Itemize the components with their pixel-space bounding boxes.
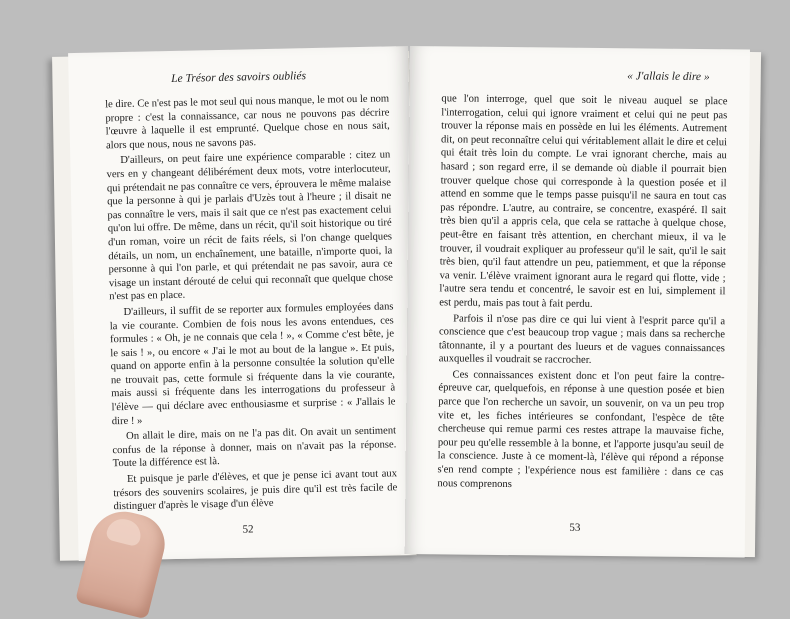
paragraph: On allait le dire, mais on ne l'a pas dit. On avait un sentiment confus de la réponse à donner, mais on n'avait pas la réponse. Toute la différence est là. (112, 425, 397, 470)
running-head-right: « J'allais le dire » (627, 70, 710, 84)
left-text-block (105, 92, 398, 514)
paragraph: D'ailleurs, on peut faire une expérience comparable : citez un vers en y changeant délibérément deux mots, votre interlocuteur, qui prétendait ne pas connaître ce vers, éprouvera le même malaise que la personne à qui je parlais d'Uzès tout à l'heure ; il disait ne pas connaître le vers, mais il sait que ce n'est pas exactement celui qu'on lui offre. De même, dans un récit, qu'il soit historique ou tiré d'un roman, voire un récit de faits réels, si l'on change quelques détails, un nom, un enchaînement, une bataille, n'importe quoi, la personne à qui l'on parle, et qui prétendait ne pas savoir, aura ce visage un instant dérouté de celui qui reconnaît que quelque chose n'est pas en place. (106, 149, 393, 303)
right-text-block (437, 92, 727, 493)
paragraph: que l'on interroge, quel que soit le niveau auquel se place l'interrogation, celui qui ignore vraiment et celui qui ne peut pas trouver la réponse mais en possède en lui les éléments. Autrement dit, on peut reconnaître celui qui véritablement allait le dire et celui qui était très loin du compte. Le vrai ignorant cherche, mais au hasard ; son regard erre, il se demande où diable il pourrait bien trouver quelque chose qui corresponde à la question posée et il attend en somme que le temps passe puisqu'il ne saura en tout cas pas répondre. L'autre, au contraire, se concentre, exaspéré. Il sait très bien qu'il a appris cela, que cela se rattache à quelque chose, peut-être en faisant très attention, en cherchant mieux, il va le trouver, il voudrait expliquer au professeur qu'il le sait, qu'il le sait très bien, qu'il faut attendre un peu, patiemment, et que la réponse va venir. L'élève vraiment ignorant aura le regard qui flotte, vide ; l'autre sera tendu et concentré, le savoir est en lui, simplement il est perdu, mais pas tout à fait perdu. (439, 93, 728, 310)
running-head-left: Le Trésor des savoirs oubliés (171, 70, 307, 85)
thumbnail-nail (105, 516, 144, 548)
paragraph: Et puisque je parle d'élèves, et que je pense ici avant tout aux trésors des souvenirs scolaires, je puis dire qu'il est très facile de distinguer d'après le visage d'un élève (113, 468, 398, 513)
paragraph: Ces connaissances existent donc et l'on peut faire la contre-épreuve car, quelquefois, en réponse à une question posée et bien parce que l'on recherche un savoir, un souvenir, on va un peu trop vite et, les fiches intérieures se confondant, l'espèce de tête chercheuse qui remue parmi ces restes attrape la mauvaise fiche, pour peu qu'elle ressemble à la bonne, et l'apporte jusqu'au seuil de la conscience. Juste à ce moment-là, l'élève qui répond a réponse s'en rend compte ; l'expérience nous est familière : dans ce cas nous comprenons (437, 369, 725, 490)
page-number-right: 53 (569, 521, 581, 534)
open-book (50, 40, 760, 562)
paragraph: Parfois il n'ose pas dire ce qui lui vient à l'esprit parce qu'il a conscience que c'est beaucoup trop vague ; mais dans sa recherche tâtonnante, il y a pourtant des lueurs et de vagues connaissances auxquelles il voudrait se raccrocher. (438, 312, 726, 367)
paragraph: le dire. Ce n'est pas le mot seul qui nous manque, le mot ou le nom propre : c'est la connaissance, car nous ne pouvons pas décrire l'œuvre à laquelle il est emprunté. Quelque chose en nous sait, alors que nous, nous ne savons pas. (105, 93, 390, 152)
left-page (68, 46, 419, 561)
right-page (405, 46, 750, 558)
page-number-left: 52 (242, 523, 254, 536)
paragraph: D'ailleurs, il suffit de se reporter aux formules employées dans la vie courante. Combien de fois nous les avons entendues, ces formules : « Oh, je ne connais que cela ! », « Comme c'est bête, je le sais ! », ou encore « J'ai le mot au bout de la langue ». Et puis, quand on apporte enfin à la personne consultée la solution qu'elle ne trouvait pas, cette formule si fréquente dans la vie courante, mais aussi si fréquente dans les interrogations du professeur à l'élève — qui déclare avec enthousiasme et surprise : « J'allais le dire ! » (109, 301, 396, 427)
